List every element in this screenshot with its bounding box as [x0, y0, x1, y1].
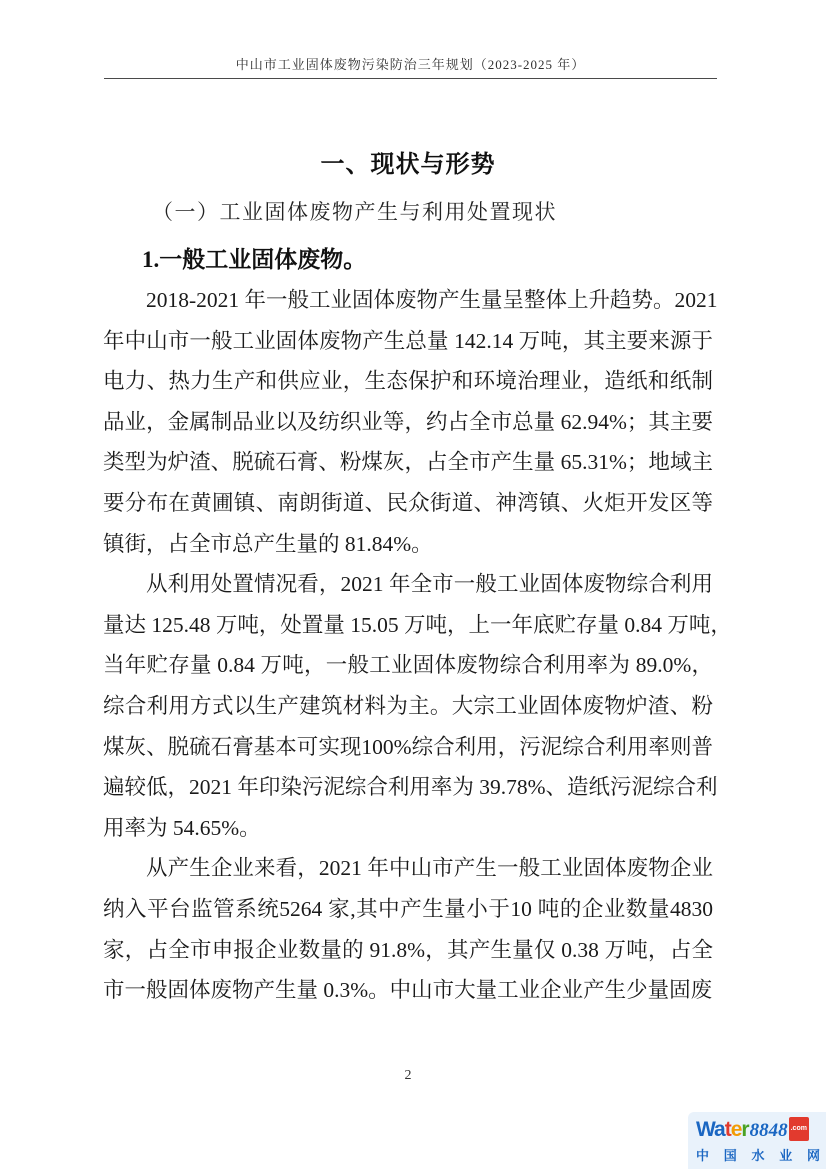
- sub-heading: （一）工业固体废物产生与利用处置现状: [152, 200, 557, 224]
- paragraph-line: 品业，金属制品业以及纺织业等，约占全市总量 62.94%；其主要: [103, 409, 713, 434]
- paragraphs: [103, 280, 732, 1011]
- paragraph-line: 从利用处置情况看，2021 年全市一般工业固体废物综合利用: [146, 572, 713, 597]
- paragraph-line: 纳入平台监管系统5264 家,其中产生量小于10 吨的企业数量4830: [103, 896, 713, 921]
- paragraph: [103, 848, 713, 1010]
- page-header: [104, 54, 717, 79]
- paragraph-line: 量达 125.48 万吨，处置量 15.05 万吨，上一年底贮存量 0.84 万吨，: [103, 612, 732, 637]
- paragraph-line: 遍较低，2021 年印染污泥综合利用率为 39.78%、造纸污泥综合利: [103, 775, 718, 800]
- brand-letter: e: [730, 1118, 742, 1141]
- brand-subtitle-char: 业: [779, 1148, 793, 1163]
- page-number: 2: [404, 1068, 412, 1083]
- brand-number: 8848: [749, 1120, 788, 1141]
- brand-letter: Wa: [696, 1118, 725, 1141]
- brand-letter: t: [724, 1118, 731, 1141]
- paragraph-line: 从产生企业来看，2021 年中山市产生一般工业固体废物企业: [146, 856, 713, 881]
- paragraph-line: 年中山市一般工业固体废物产生总量 142.14 万吨，其主要来源于: [103, 328, 713, 353]
- numbered-heading: 1.一般工业固体废物。: [142, 247, 367, 272]
- page-content: [103, 78, 732, 1011]
- section-title: 一、现状与形势: [320, 151, 496, 178]
- brand-tld-badge: .com: [789, 1117, 809, 1141]
- paragraph-line: 类型为炉渣、脱硫石膏、粉煤灰，占全市产生量 65.31%；地域主: [103, 450, 713, 475]
- brand-subtitle: [696, 1145, 820, 1164]
- paragraph-line: 镇街，占全市总产生量的 81.84%。: [103, 531, 433, 556]
- brand-line: [696, 1119, 822, 1143]
- page-footer: [103, 1068, 713, 1084]
- header-doc-title: 中山市工业固体废物污染防治三年规划（2023-2025 年）: [235, 57, 586, 72]
- paragraph-line: 用率为 54.65%。: [103, 815, 261, 840]
- brand-subtitle-char: 水: [751, 1148, 765, 1163]
- paragraph-line: 电力、热力生产和供应业，生态保护和环境治理业，造纸和纸制: [103, 369, 713, 394]
- brand-subtitle-char: 网: [806, 1148, 820, 1163]
- brand-subtitle-char: 国: [723, 1148, 737, 1163]
- paragraph: [103, 564, 732, 848]
- paragraph: [103, 280, 718, 564]
- paragraph-line: 要分布在黄圃镇、南朗街道、民众街道、神湾镇、火炬开发区等: [103, 490, 713, 515]
- brand-word: [696, 1119, 749, 1141]
- paragraph-line: 2018-2021 年一般工业固体废物产生量呈整体上升趋势。2021: [146, 288, 718, 312]
- watermark-logo[interactable]: [688, 1112, 826, 1169]
- paragraph-line: 市一般固体废物产生量 0.3%。中山市大量工业企业产生少量固废: [103, 978, 713, 1003]
- brand-letter: r: [741, 1118, 749, 1141]
- paragraph-line: 综合利用方式以生产建筑材料为主。大宗工业固体废物炉渣、粉: [103, 693, 713, 718]
- brand-subtitle-char: 中: [696, 1148, 710, 1163]
- paragraph-line: 家，占全市申报企业数量的 91.8%，其产生量仅 0.38 万吨，占全: [103, 937, 713, 962]
- paragraph-line: 煤灰、脱硫石膏基本可实现100%综合利用，污泥综合利用率则普: [103, 734, 713, 759]
- paragraph-line: 当年贮存量 0.84 万吨，一般工业固体废物综合利用率为 89.0%，: [103, 653, 713, 678]
